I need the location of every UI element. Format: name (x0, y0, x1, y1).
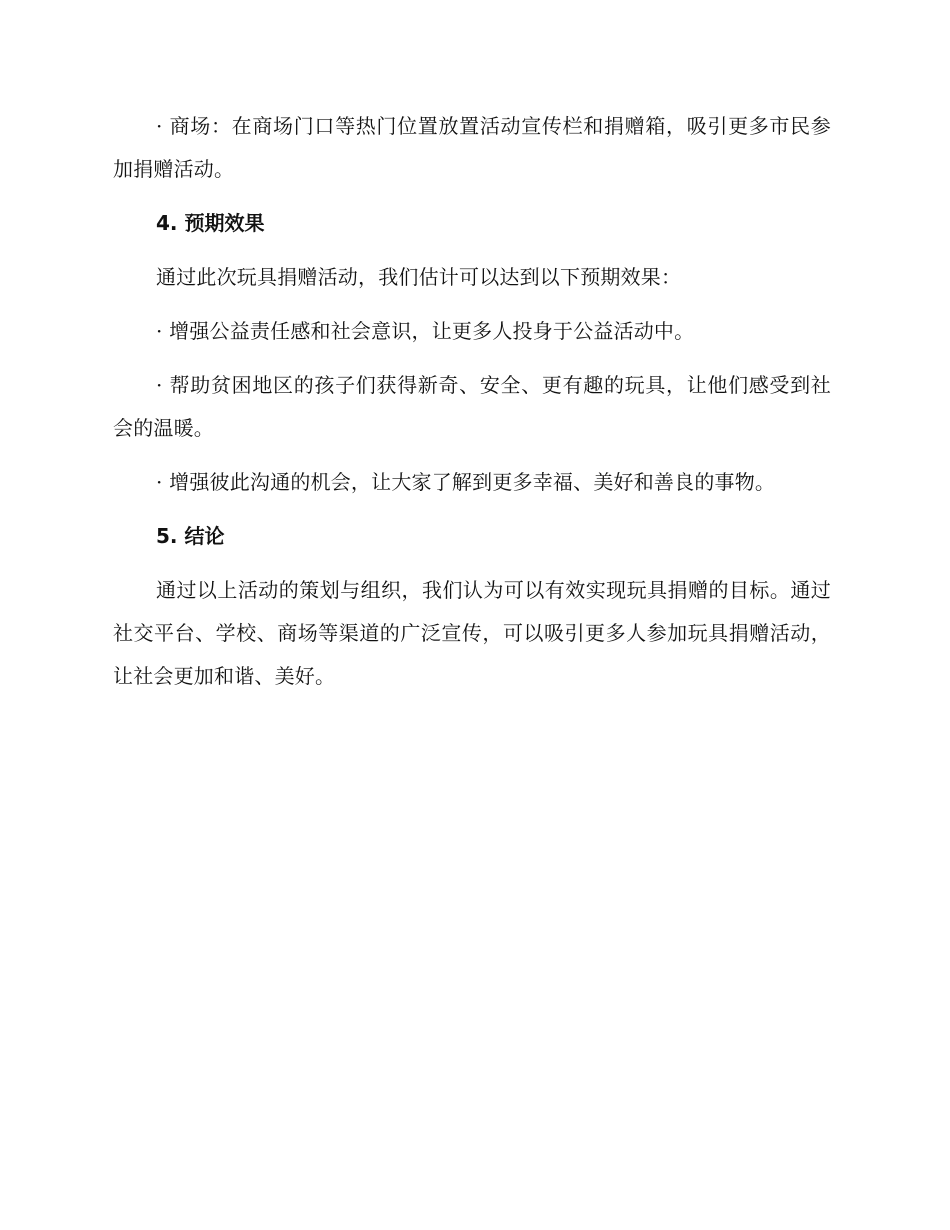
bullet-help-children: · 帮助贫困地区的孩子们获得新奇、安全、更有趣的玩具，让他们感受到社会的温暖。 (113, 373, 831, 440)
conclusion-paragraph: 通过以上活动的策划与组织，我们认为可以有效实现玩具捐赠的目标。通过社交平台、学校、商场等渠道的广泛宣传，可以吸引更多人参加玩具捐赠活动，让社会更加和谐、美好。 (113, 578, 831, 688)
bullet-mall-promotion: · 商场：在商场门口等热门位置放置活动宣传栏和捐赠箱，吸引更多市民参加捐赠活动。 (113, 114, 831, 181)
document-body (113, 105, 831, 709)
bullet-communication: · 增强彼此沟通的机会，让大家了解到更多幸福、美好和善良的事物。 (156, 470, 776, 494)
bullet-public-welfare: · 增强公益责任感和社会意识，让更多人投身于公益活动中。 (156, 319, 695, 343)
expected-effects-intro: 通过此次玩具捐赠活动，我们估计可以达到以下预期效果： (156, 265, 682, 289)
section-heading-conclusion: 5. 结论 (156, 524, 225, 548)
section-heading-expected-effects: 4. 预期效果 (156, 211, 265, 235)
